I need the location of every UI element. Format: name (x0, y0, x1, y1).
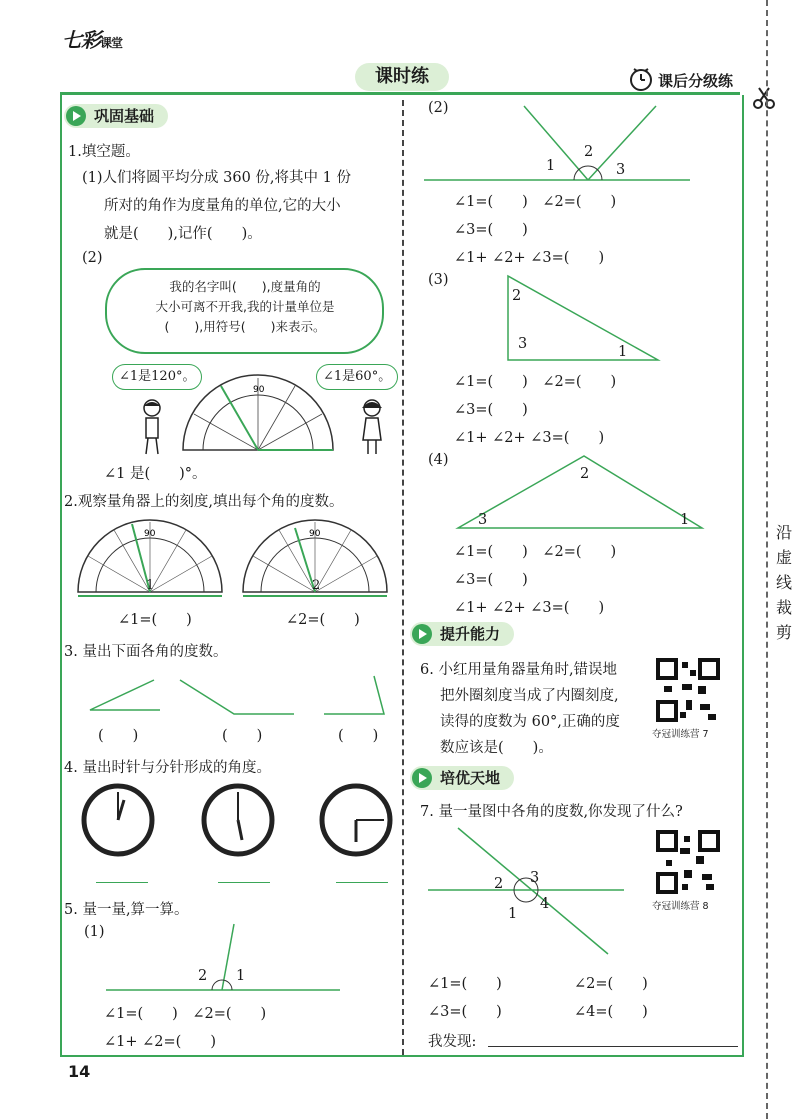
page-title: 课时练 (355, 63, 449, 91)
q2-mark2: 2 (312, 578, 321, 593)
q4-answer-line3 (336, 882, 388, 883)
q7-discover-line (488, 1046, 738, 1047)
q3-blank3: ( ) (338, 728, 379, 744)
clock-1 (80, 782, 156, 858)
q5-p1-figure (106, 922, 346, 992)
column-divider (402, 100, 404, 1055)
play-icon (412, 624, 432, 644)
q5-p3-n1: 1 (618, 344, 628, 360)
q7-n2: 2 (494, 876, 504, 892)
q5-p3-answer-b: ∠3=( ) (454, 402, 528, 418)
q4-label: 4. 量出时针与分针形成的角度。 (64, 760, 271, 776)
q2-answer1: ∠1=( ) (118, 612, 192, 628)
q7-label: 7. 量一量图中各角的度数,你发现了什么? (420, 804, 683, 820)
q1-p1-line1: (1)人们将圆平均分成 360 份,将其中 1 份 (82, 170, 351, 186)
q7-figure (428, 826, 638, 956)
q5-p3-n3: 3 (518, 336, 528, 352)
q1-p1-line2: 所对的角作为度量角的单位,它的大小 (104, 198, 341, 214)
q6-line1: 6. 小红用量角器量角时,错误地 (420, 662, 618, 678)
play-icon (412, 768, 432, 788)
q5-p4-answer-b: ∠3=( ) (454, 572, 528, 588)
qr-code-icon-2 (656, 830, 720, 894)
q7-n4: 4 (540, 896, 550, 912)
q2-mark1: 1 (146, 578, 155, 593)
right-speech: ∠1是60°。 (316, 364, 398, 390)
level-label: 课后分级练 (658, 72, 734, 90)
q1-answer: ∠1 是( )°。 (104, 466, 207, 482)
bubble-text: 我的名字叫( ),度量角的 大小可离不开我,我的计量单位是 ( ),用符号( )来表示。 (155, 279, 335, 334)
q7-answer3: ∠3=( ) (428, 1004, 502, 1020)
q5-p3-answer-a: ∠1=( ) ∠2=( ) (454, 374, 617, 390)
q3-blank2: ( ) (222, 728, 263, 744)
brand-logo: 七彩课堂 (62, 28, 123, 52)
q3-blank1: ( ) (98, 728, 139, 744)
q5-p4-label: (4) (428, 452, 449, 468)
q3-label: 3. 量出下面各角的度数。 (64, 644, 228, 660)
q5-p4-answer-a: ∠1=( ) ∠2=( ) (454, 544, 617, 560)
qr-caption-8: 夺冠训练营 8 (652, 901, 709, 912)
protractor-large (181, 374, 335, 454)
svg-text:90: 90 (144, 529, 156, 539)
q2-answer2: ∠2=( ) (286, 612, 360, 628)
q5-p4-n2: 2 (580, 466, 590, 482)
q5-p4-n1: 1 (680, 512, 690, 528)
q5-p2-n2: 2 (584, 144, 594, 160)
svg-text:90: 90 (253, 385, 265, 395)
q5-p2-answer-a: ∠1=( ) ∠2=( ) (454, 194, 617, 210)
q5-p1-answer-a: ∠1=( ) ∠2=( ) (104, 1006, 267, 1022)
q5-p3-label: (3) (428, 272, 449, 288)
q6-line4: 数应该是( )。 (440, 740, 553, 756)
q5-p2-figure (424, 104, 694, 184)
section-basic: 巩固基础 (64, 104, 168, 128)
q4-answer-line1 (96, 882, 148, 883)
q7-answer1: ∠1=( ) (428, 976, 502, 992)
q5-p4-answer-c: ∠1+ ∠2+ ∠3=( ) (454, 600, 605, 616)
cut-dashed-line (766, 0, 768, 1119)
q5-p1-label: (1) (84, 924, 105, 940)
q5-p3-answer-c: ∠1+ ∠2+ ∠3=( ) (454, 430, 605, 446)
clock-2 (200, 782, 276, 858)
boy-figure (138, 398, 168, 458)
q3-angles (84, 676, 404, 726)
q7-n1: 1 (508, 906, 518, 922)
q5-p1-answer-b: ∠1+ ∠2=( ) (104, 1034, 216, 1050)
cut-instruction: 沿虚线裁剪 (775, 523, 792, 642)
q5-p2-answer-b: ∠3=( ) (454, 222, 528, 238)
q7-discover-label: 我发现: (428, 1034, 477, 1050)
q5-p2-label: (2) (428, 100, 449, 116)
left-speech: ∠1是120°。 (112, 364, 202, 390)
section-excel: 培优天地 (410, 766, 514, 790)
q1-p1-line3: 就是( ),记作( )。 (104, 226, 262, 242)
footer-line (60, 1055, 742, 1057)
scissors-icon (752, 86, 776, 110)
q5-p3-triangle (504, 274, 664, 364)
girl-figure (358, 398, 388, 458)
play-icon (66, 106, 86, 126)
q4-answer-line2 (218, 882, 270, 883)
q7-answer4: ∠4=( ) (574, 1004, 648, 1020)
section-improve: 提升能力 (410, 622, 514, 646)
page-number: 14 (68, 1062, 91, 1081)
q1-p2-label: (2) (82, 250, 103, 266)
q7-answer2: ∠2=( ) (574, 976, 648, 992)
q5-p1-n2: 2 (198, 968, 208, 984)
svg-text:90: 90 (309, 529, 321, 539)
q5-p2-answer-c: ∠1+ ∠2+ ∠3=( ) (454, 250, 605, 266)
clock-icon (628, 66, 654, 92)
q5-p2-n3: 3 (616, 162, 626, 178)
q2-label: 2.观察量角器上的刻度,填出每个角的度数。 (64, 494, 344, 510)
q1-label: 1.填空题。 (68, 144, 140, 160)
q7-n3: 3 (530, 870, 540, 886)
qr-code-icon (656, 658, 720, 722)
q6-line2: 把外圈刻度当成了内圈刻度, (440, 688, 619, 704)
q5-p1-n1: 1 (236, 968, 246, 984)
qr-caption-7: 夺冠训练营 7 (652, 729, 709, 740)
q6-line3: 读得的度数为 60°,正确的度 (440, 714, 620, 730)
q5-p4-n3: 3 (478, 512, 488, 528)
q5-p3-n2: 2 (512, 288, 522, 304)
clock-3 (318, 782, 394, 858)
q5-p2-n1: 1 (546, 158, 556, 174)
q5-label: 5. 量一量,算一算。 (64, 902, 189, 918)
